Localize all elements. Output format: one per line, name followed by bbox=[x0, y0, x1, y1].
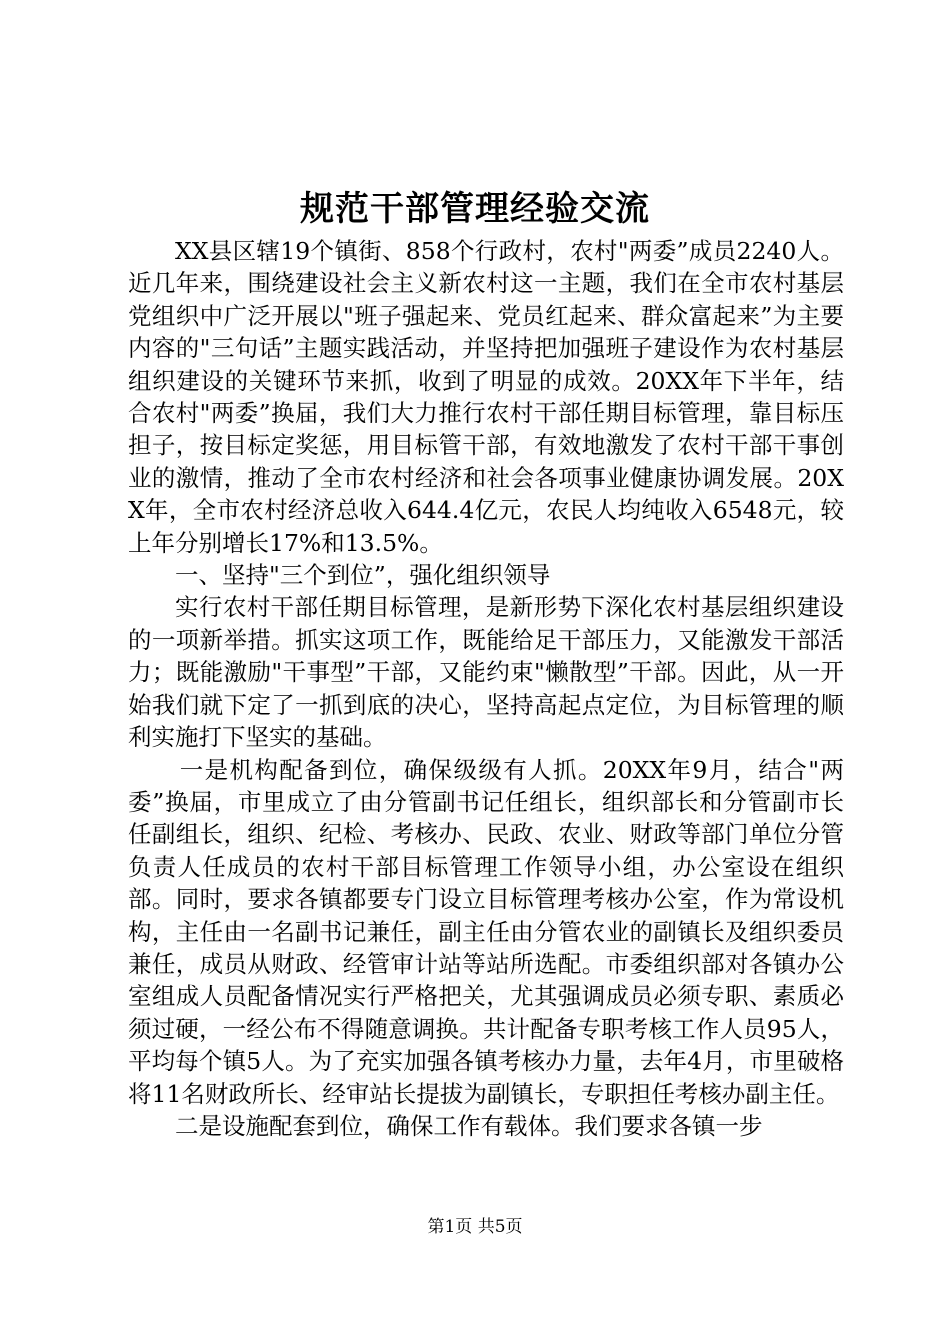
document-title: 规范干部管理经验交流 bbox=[300, 189, 650, 229]
page-footer: 第1页 共5页 bbox=[427, 1217, 523, 1237]
section-heading: 一、坚持"三个到位”，强化组织领导 bbox=[175, 561, 551, 590]
document-body bbox=[128, 235, 844, 1142]
paragraph-point-two: 二是设施配套到位，确保工作有载体。我们要求各镇一步 bbox=[175, 1111, 763, 1140]
paragraph-point-one: 一是机构配备到位，确保级级有人抓。20XX年9月，结合"两委”换届，市里成立了由分管副书记任组长，组织部长和分管副市长任副组长，组织、纪检、考核办、民政、农业、财政等部门单位分管负责人任成员的农村干部目标管理工作领导小组，办公室设在组织部。同时，要求各镇都要专门设立目标管理考核办公室，作为常设机构，主任由一名副书记兼任，副主任由分管农业的副镇长及组织委员兼任，成员从财政、经管审计站等站所选配。市委组织部对各镇办公室组成人员配备情况实行严格把关，尤其强调成员必须专职、素质必须过硬，一经公布不得随意调换。共计配备专职考核工作人员95人，平均每个镇5人。为了充实加强各镇考核办力量，去年4月，市里破格将11名财政所长、经审站长提拔为副镇长，专职担任考核办副主任。 bbox=[128, 755, 844, 1108]
paragraph-intro: XX县区辖19个镇街、858个行政村，农村"两委”成员2240人。近几年来，围绕建设社会主义新农村这一主题，我们在全市农村基层党组织中广泛开展以"班子强起来、党员红起来、群众富起来”为主要内容的"三句话”主题实践活动，并坚持把加强班子建设作为农村基层组织建设的关键环节来抓，收到了明显的成效。20XX年下半年，结合农村"两委”换届，我们大力推行农村干部任期目标管理，靠目标压担子，按目标定奖惩，用目标管干部，有效地激发了农村干部干事创业的激情，推动了全市农村经济和社会各项事业健康协调发展。20XX年，全市农村经济总收入644.4亿元，农民人均纯收入6548元，较上年分别增长17%和13.5%。 bbox=[128, 237, 844, 557]
paragraph-section-intro: 实行农村干部任期目标管理，是新形势下深化农村基层组织建设的一项新举措。抓实这项工作，既能给足干部压力，又能激发干部活力；既能激励"干事型”干部，又能约束"懒散型”干部。因此，从一开始我们就下定了一抓到底的决心，坚持高起点定位，为目标管理的顺利实施打下坚实的基础。 bbox=[128, 593, 844, 752]
